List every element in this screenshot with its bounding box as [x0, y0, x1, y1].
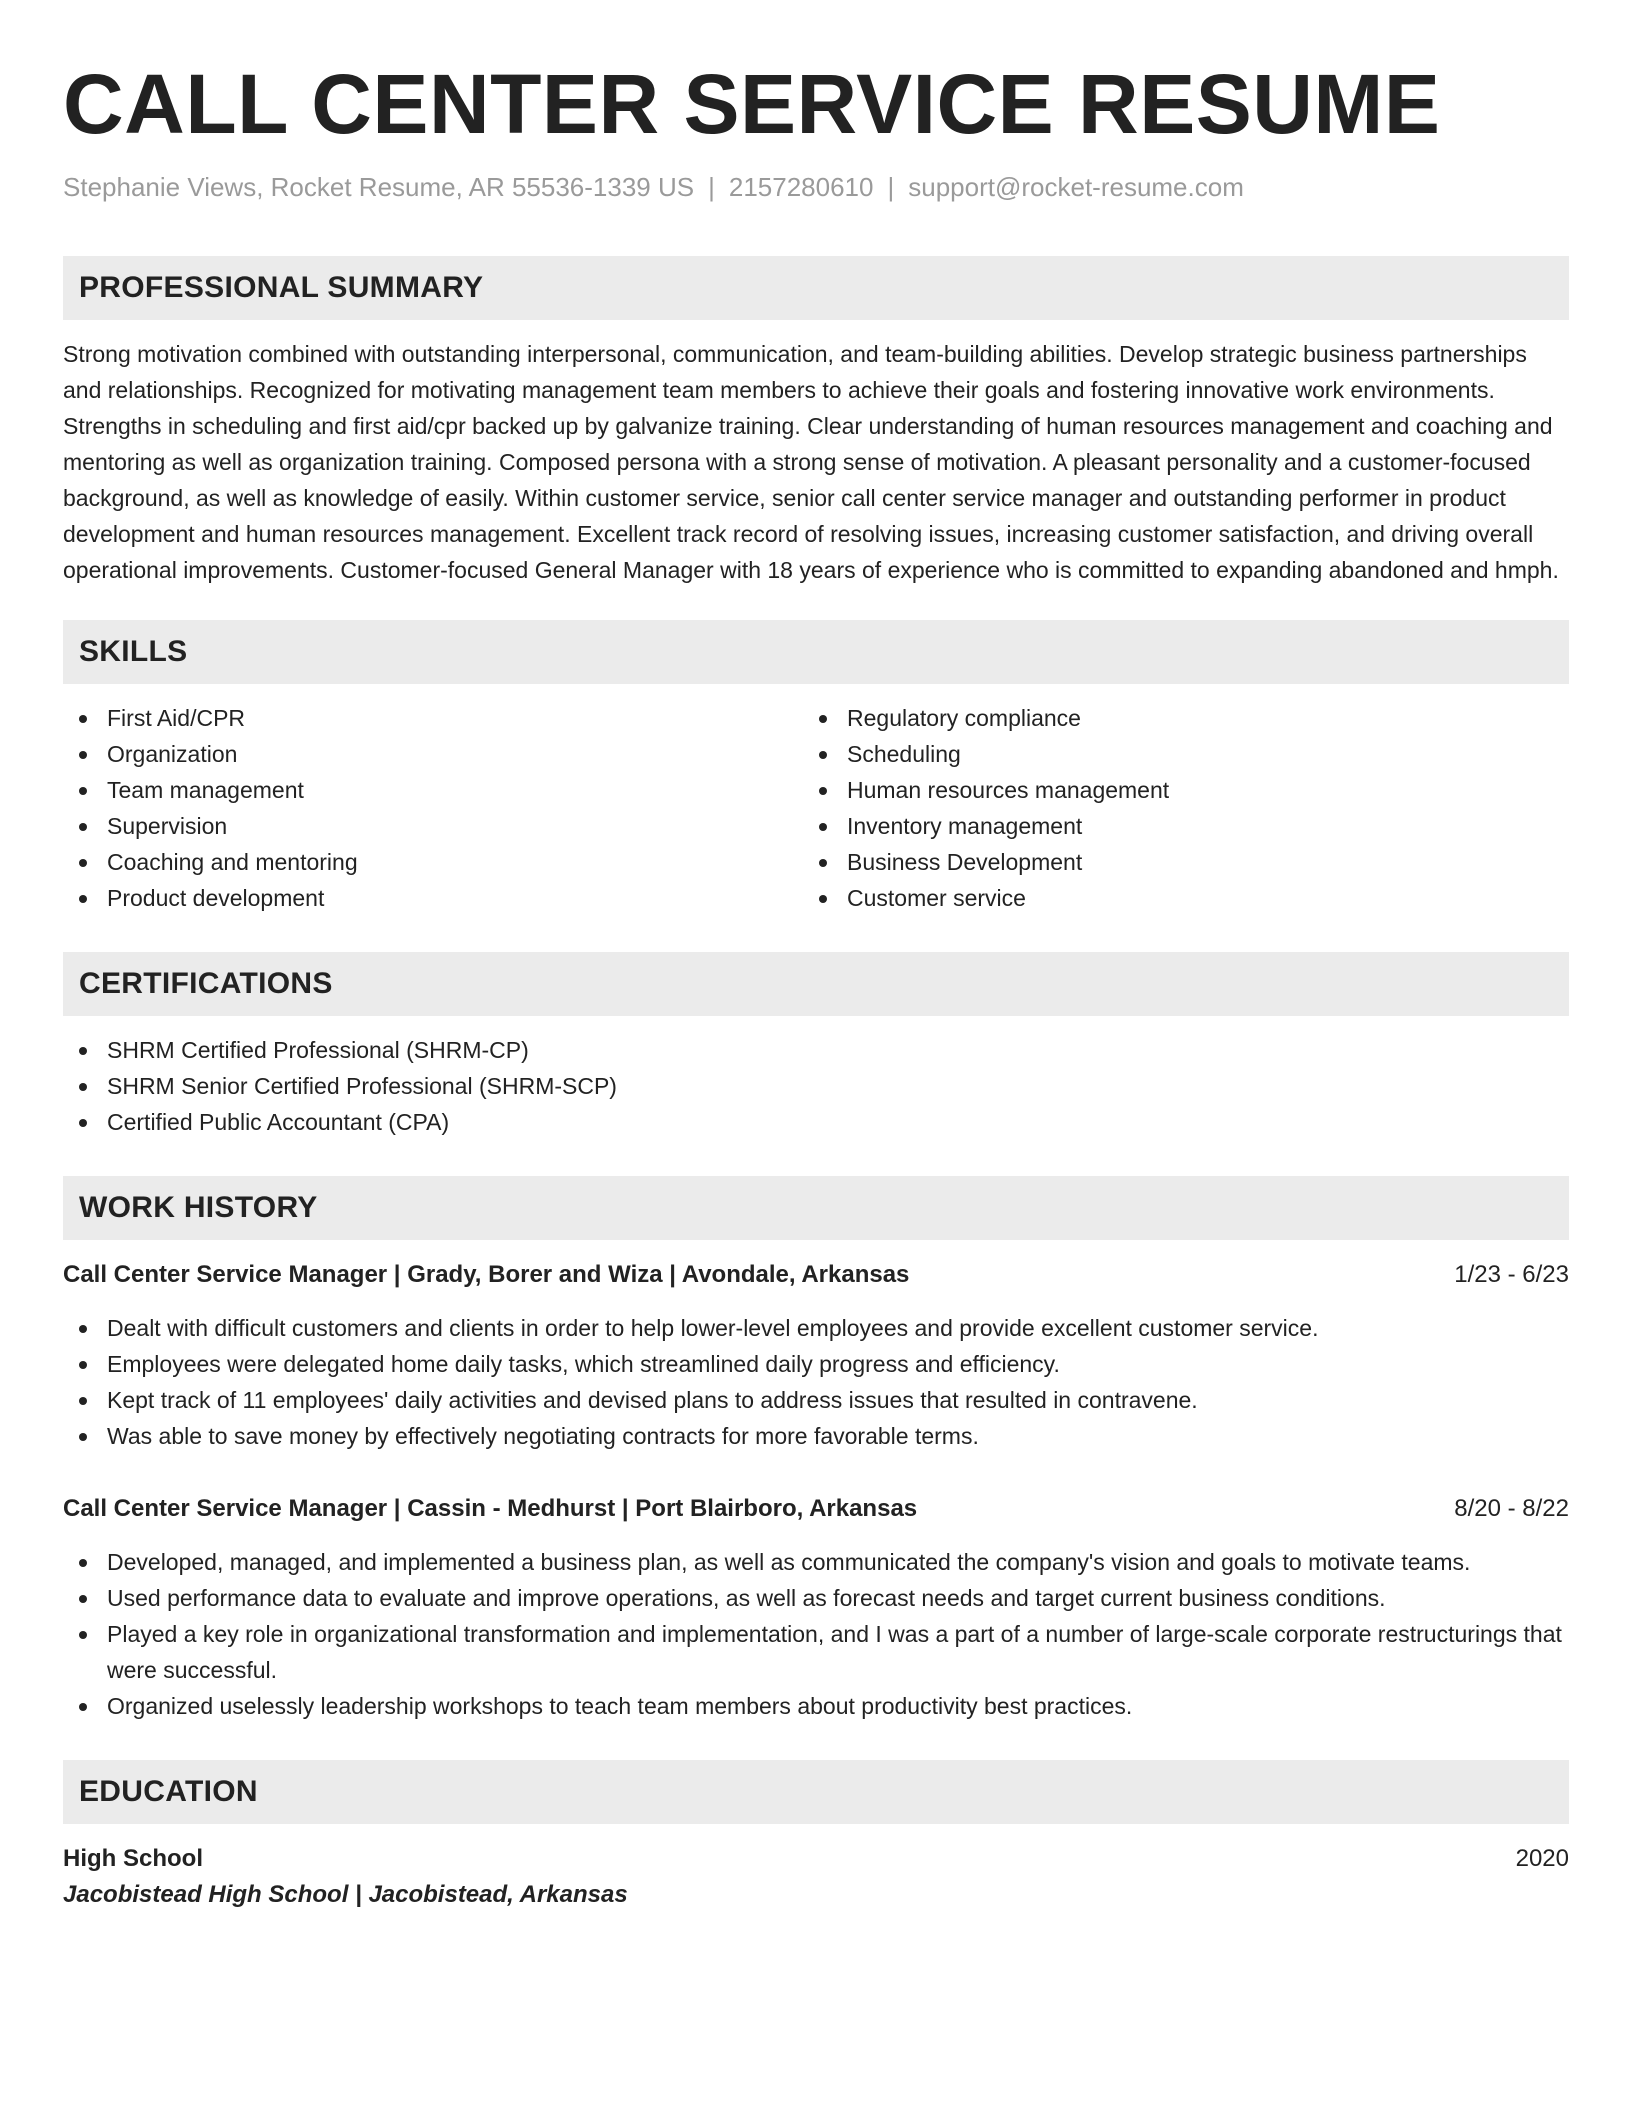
- skill-item: Inventory management: [803, 808, 1543, 844]
- job-header: [63, 1258, 1569, 1292]
- skill-item: Scheduling: [803, 736, 1543, 772]
- skill-item: Human resources management: [803, 772, 1543, 808]
- job-dates: 1/23 - 6/23: [1454, 1261, 1569, 1288]
- education-school: Jacobistead High School | Jacobistead, Arkansas: [63, 1881, 628, 1908]
- section-heading-education: EDUCATION: [63, 1760, 1569, 1824]
- education-header: [63, 1842, 1569, 1876]
- skills-list-right: [803, 700, 1543, 916]
- job-bullet: Used performance data to evaluate and improve operations, as well as forecast needs and target current business conditions.: [63, 1580, 1569, 1616]
- contact-line: [63, 170, 1569, 204]
- job-bullet: Kept track of 11 employees' daily activities and devised plans to address issues that resulted in contravene.: [63, 1382, 1569, 1418]
- section-heading-certifications: CERTIFICATIONS: [63, 952, 1569, 1016]
- skill-item: Business Development: [803, 844, 1543, 880]
- section-heading-skills: SKILLS: [63, 620, 1569, 684]
- skill-item: Organization: [63, 736, 803, 772]
- job-dates: 8/20 - 8/22: [1454, 1495, 1569, 1522]
- contact-separator: |: [887, 172, 895, 202]
- contact-address: Stephanie Views, Rocket Resume, AR 55536-1339 US: [63, 172, 695, 202]
- contact-email: support@rocket-resume.com: [908, 172, 1244, 202]
- certification-item: SHRM Senior Certified Professional (SHRM-SCP): [63, 1068, 1569, 1104]
- skill-item: First Aid/CPR: [63, 700, 803, 736]
- skill-item: Product development: [63, 880, 803, 916]
- skills-list-left: [63, 700, 803, 916]
- job-header: [63, 1492, 1569, 1526]
- certification-item: Certified Public Accountant (CPA): [63, 1104, 1569, 1140]
- skill-item: Supervision: [63, 808, 803, 844]
- job-bullet: Employees were delegated home daily tasks, which streamlined daily progress and efficiency.: [63, 1346, 1569, 1382]
- education-year: 2020: [1515, 1845, 1569, 1872]
- job-bullet: Organized uselessly leadership workshops to teach team members about productivity best practices.: [63, 1688, 1569, 1724]
- skill-item: Coaching and mentoring: [63, 844, 803, 880]
- education-degree: High School: [63, 1845, 203, 1872]
- section-heading-summary: PROFESSIONAL SUMMARY: [63, 256, 1569, 320]
- summary-text: Strong motivation combined with outstanding interpersonal, communication, and team-building abilities. Develop strategic business partnerships and relationships. Recognized for motivating management team members to achieve their goals and fostering innovative work environments. Strengths in scheduling and first aid/cpr backed up by galvanize training. Clear understanding of human resources management and coaching and mentoring as well as organization training. Composed persona with a strong sense of motivation. A pleasant personality and a customer-focused background, as well as knowledge of easily. Within customer service, senior call center service manager and outstanding performer in product development and human resources management. Excellent track record of resolving issues, increasing customer satisfaction, and driving overall operational improvements. Customer-focused General Manager with 18 years of experience who is committed to expanding abandoned and hmph.: [63, 341, 1559, 583]
- skill-item: Regulatory compliance: [803, 700, 1543, 736]
- job-bullet: Was able to save money by effectively negotiating contracts for more favorable terms.: [63, 1418, 1569, 1454]
- section-heading-work-history: WORK HISTORY: [63, 1176, 1569, 1240]
- job-title: Call Center Service Manager | Cassin - Medhurst | Port Blairboro, Arkansas: [63, 1495, 918, 1522]
- contact-separator: |: [708, 172, 715, 202]
- job-bullets: [63, 1544, 1569, 1724]
- certifications-list: [63, 1032, 1569, 1140]
- job-bullets: [63, 1310, 1569, 1454]
- job-bullet: Developed, managed, and implemented a business plan, as well as communicated the company's vision and goals to motivate teams.: [63, 1544, 1569, 1580]
- job-bullet: Played a key role in organizational transformation and implementation, and I was a part of a number of large-scale corporate restructurings that were successful.: [63, 1616, 1569, 1688]
- skills-columns: [63, 700, 1569, 916]
- job-title: Call Center Service Manager | Grady, Borer and Wiza | Avondale, Arkansas: [63, 1261, 910, 1288]
- skill-item: Customer service: [803, 880, 1543, 916]
- certification-item: SHRM Certified Professional (SHRM-CP): [63, 1032, 1569, 1068]
- job-bullet: Dealt with difficult customers and clients in order to help lower-level employees and provide excellent customer service.: [63, 1310, 1569, 1346]
- contact-phone: 2157280610: [728, 172, 874, 202]
- skill-item: Team management: [63, 772, 803, 808]
- resume-title: CALL CENTER SERVICE RESUME: [63, 57, 1441, 151]
